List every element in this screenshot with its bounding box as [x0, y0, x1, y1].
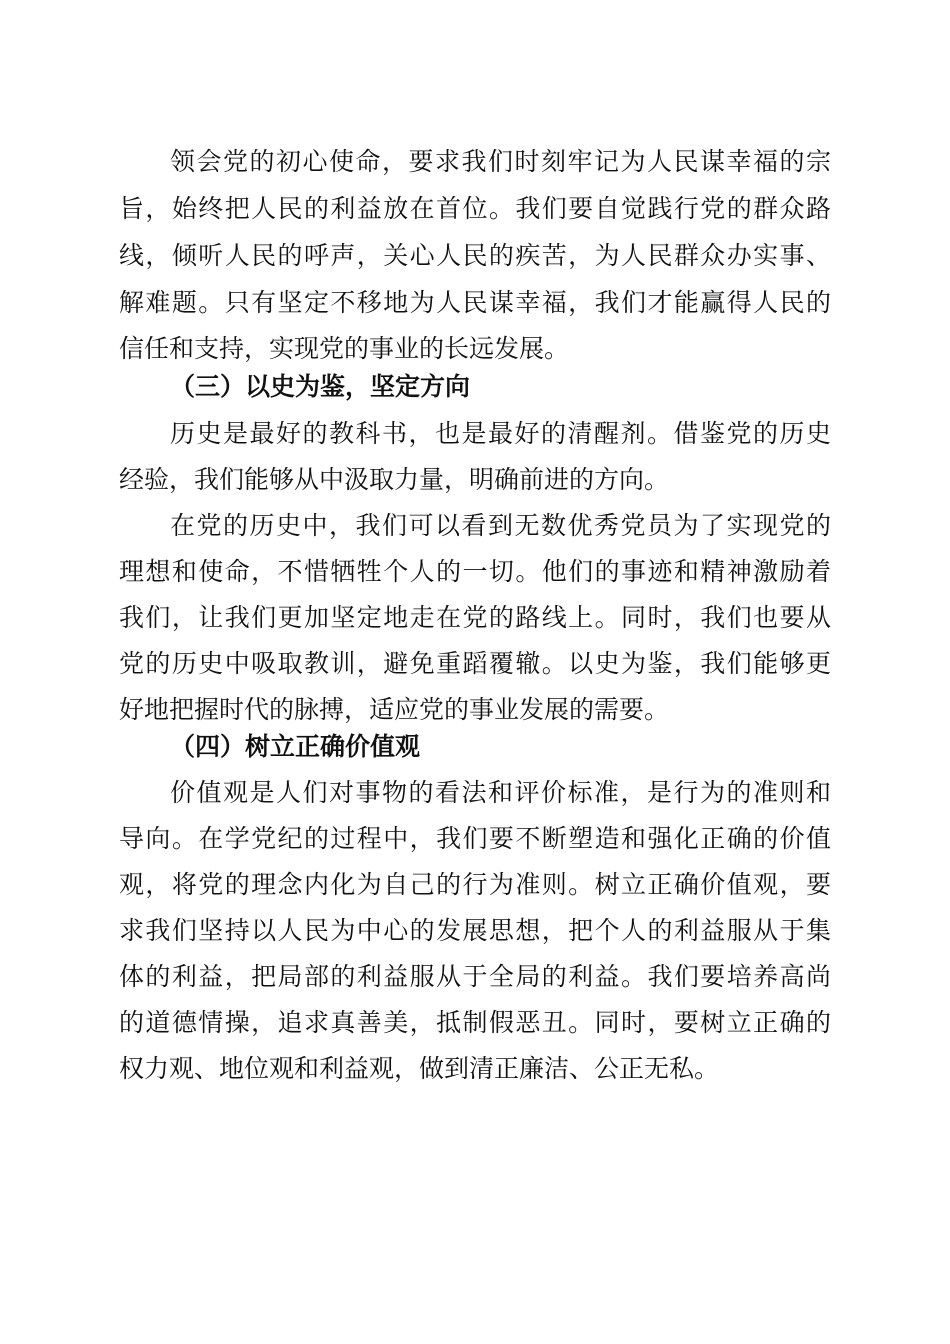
paragraph-3-line-2: 理想和使命，不惜牺牲个人的一切。他们的事迹和精神激励着 — [119, 557, 831, 586]
paragraph-4-line-3: 观，将党的理念内化为自己的行为准则。树立正确价值观，要 — [119, 870, 831, 899]
paragraph-1-line-1: 领会党的初心使命，要求我们时刻牢记为人民谋幸福的宗 — [170, 147, 831, 176]
paragraph-1-line-4: 解难题。只有坚定不移地为人民谋幸福，我们才能赢得人民的 — [119, 288, 831, 317]
paragraph-4-line-4: 求我们坚持以人民为中心的发展思想，把个人的利益服从于集 — [119, 916, 831, 945]
section-heading-4: （四）树立正确价值观 — [170, 732, 421, 761]
paragraph-4-line-5: 体的利益，把局部的利益服从于全局的利益。我们要培养高尚 — [119, 962, 831, 991]
paragraph-1-line-3: 线，倾听人民的呼声，关心人民的疾苦，为人民群众办实事、 — [119, 241, 831, 270]
paragraph-3-line-5: 好地把握时代的脉搏，适应党的事业发展的需要。 — [119, 695, 670, 724]
paragraph-1-line-2: 旨，始终把人民的利益放在首位。我们要自觉践行党的群众路 — [119, 194, 831, 223]
paragraph-1-line-5: 信任和支持，实现党的事业的长远发展。 — [119, 334, 570, 363]
paragraph-4-line-1: 价值观是人们对事物的看法和评价标准，是行为的准则和 — [170, 778, 831, 807]
paragraph-4-line-7: 权力观、地位观和利益观，做到清正廉洁、公正无私。 — [119, 1054, 720, 1083]
paragraph-3-line-4: 党的历史中吸取教训，避免重蹈覆辙。以史为鉴，我们能够更 — [119, 649, 831, 678]
paragraph-2-line-1: 历史是最好的教科书，也是最好的清醒剂。借鉴党的历史 — [170, 419, 831, 448]
paragraph-4-line-2: 导向。在学党纪的过程中，我们要不断塑造和强化正确的价值 — [119, 824, 831, 853]
paragraph-4-line-6: 的道德情操，追求真善美，抵制假恶丑。同时，要树立正确的 — [119, 1008, 831, 1037]
paragraph-2-line-2: 经验，我们能够从中汲取力量，明确前进的方向。 — [119, 465, 670, 494]
section-heading-3: （三）以史为鉴，坚定方向 — [170, 372, 471, 401]
paragraph-3-line-3: 我们，让我们更加坚定地走在党的路线上。同时，我们也要从 — [119, 603, 831, 632]
paragraph-3-line-1: 在党的历史中，我们可以看到无数优秀党员为了实现党的 — [170, 511, 831, 540]
